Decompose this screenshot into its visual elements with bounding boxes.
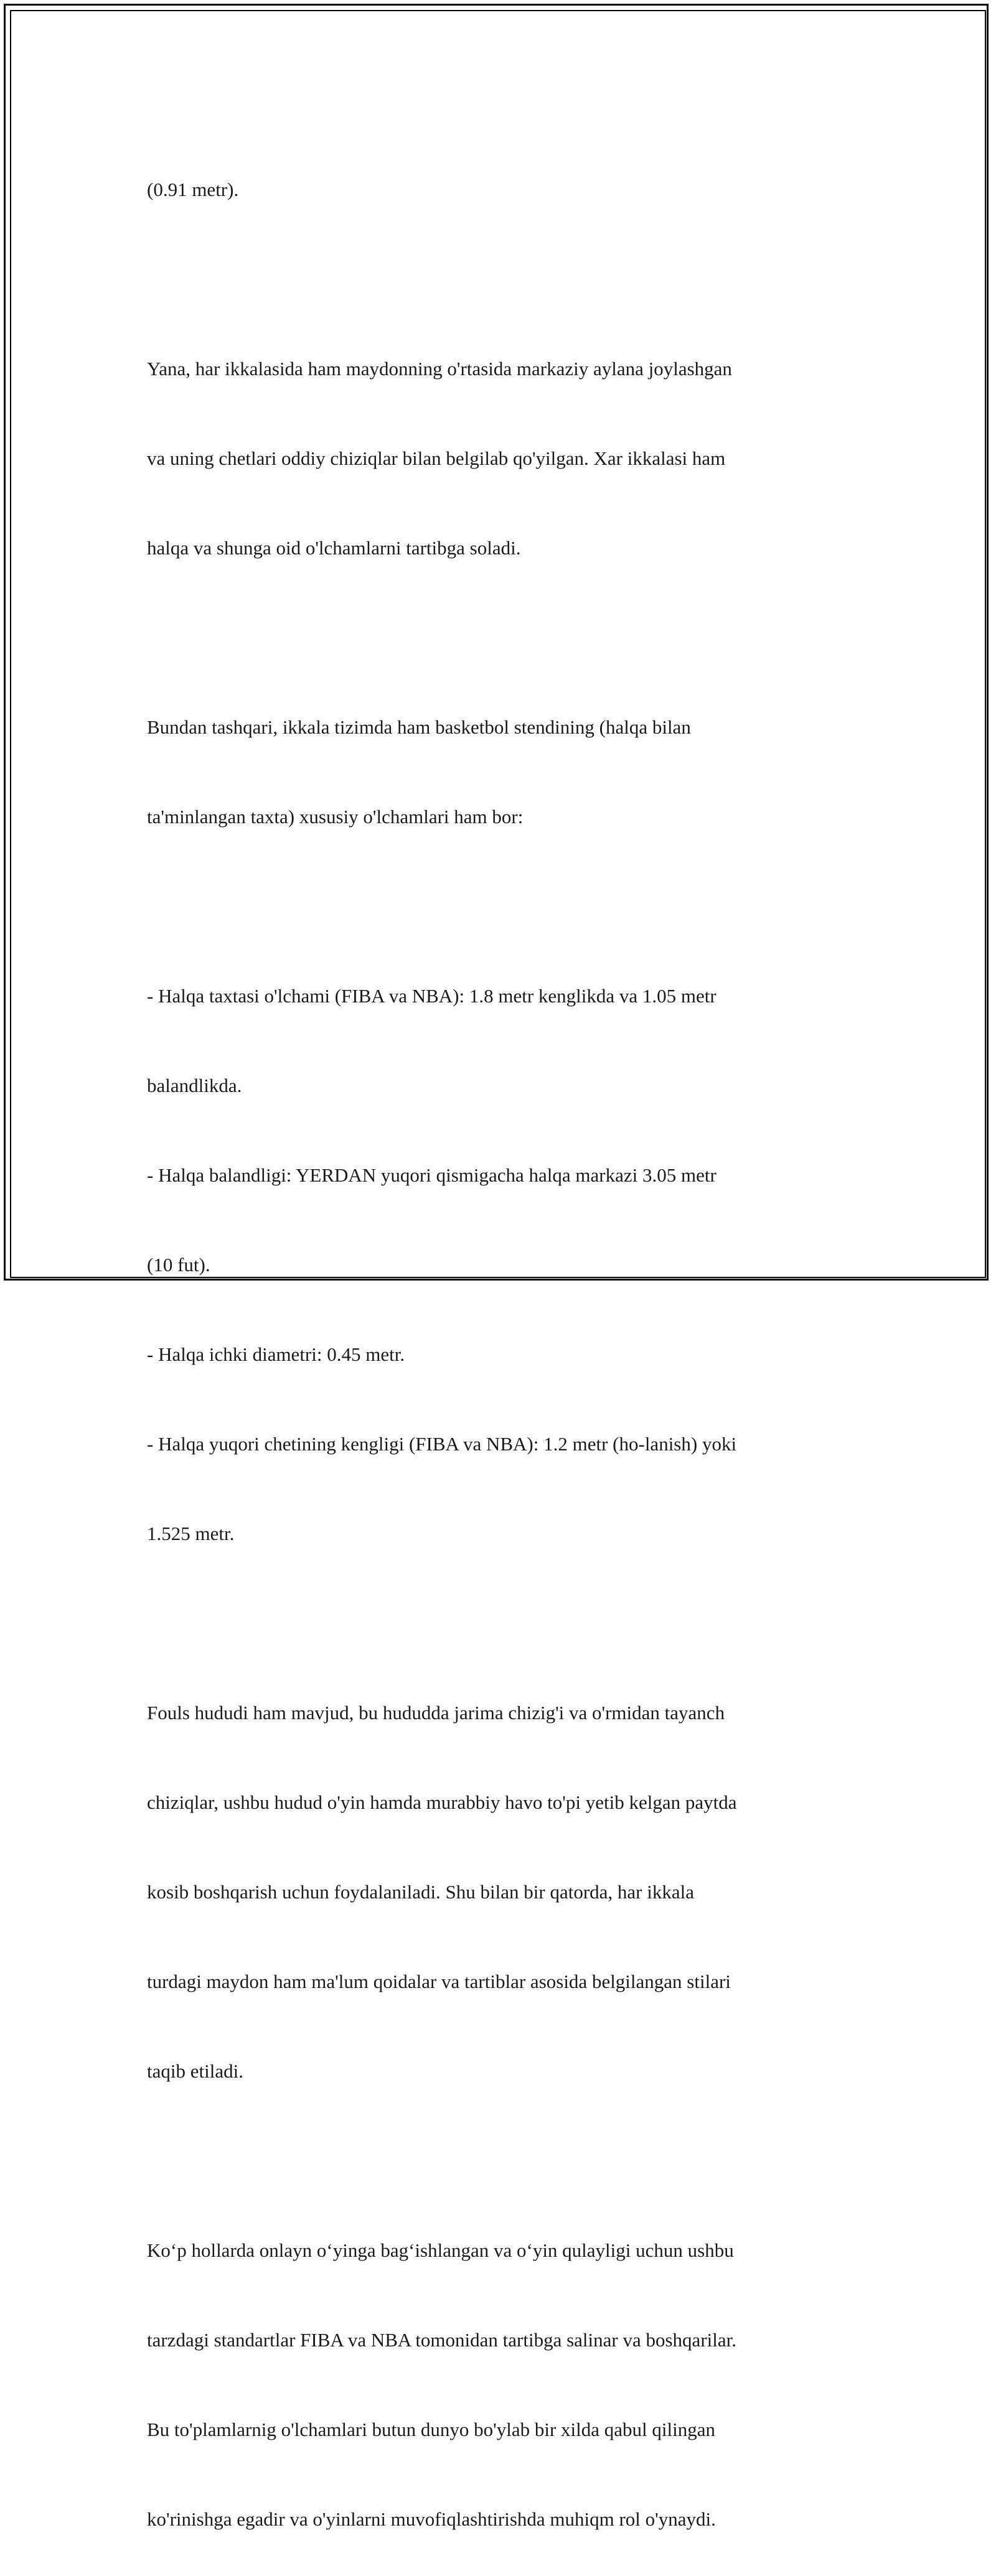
- paragraph-standards: [147, 2176, 857, 2576]
- text-line: Bundan tashqari, ikkala tizimda ham basketbol stendining (halqa bilan: [147, 716, 691, 738]
- text-line: ko'rinishga egadir va o'yinlarni muvofiqlashtirishda muhiqm rol o'ynaydi.: [147, 2508, 716, 2530]
- list-line: - Halqa yuqori chetining kengligi (FIBA va NBA): 1.2 metr (ho-lanish) yoki: [147, 1433, 737, 1455]
- document-body: [147, 115, 857, 2576]
- text-line: Yana, har ikkalasida ham maydonning o'rtasida markaziy aylana joylashgan: [147, 358, 732, 380]
- list-line: balandlikda.: [147, 1075, 242, 1096]
- list-line: (10 fut).: [147, 1254, 210, 1276]
- text-line: halqa va shunga oid o'lchamlarni tartibga soladi.: [147, 537, 521, 559]
- list-line: - Halqa taxtasi o'lchami (FIBA va NBA): 1.8 metr kenglikda va 1.05 metr: [147, 985, 716, 1007]
- text-line: Bu to'plamlarnig o'lchamlari butun dunyo bo'ylab bir xilda qabul qilingan: [147, 2419, 716, 2440]
- list-line: - Halqa ichki diametri: 0.45 metr.: [147, 1343, 405, 1365]
- paragraph-fouls-area: [147, 1638, 857, 2146]
- paragraph-measurements-list: [147, 922, 857, 1608]
- text-line: chiziqlar, ushbu hudud o'yin hamda murabbiy havo to'pi yetib kelgan paytda: [147, 1791, 737, 1813]
- paragraph-continuation: [147, 115, 857, 264]
- text-line: ta'minlangan taxta) xususiy o'lchamlari ham bor:: [147, 806, 524, 828]
- text-line: tarzdagi standartlar FIBA va NBA tomonidan tartibga salinar va boshqarilar.: [147, 2329, 736, 2351]
- list-line: 1.525 metr.: [147, 1523, 235, 1544]
- paragraph-center-circle: [147, 294, 857, 623]
- text-line: turdagi maydon ham ma'lum qoidalar va tartiblar asosida belgilangan stilari: [147, 1971, 731, 1992]
- text-line: (0.91 metr).: [147, 179, 239, 200]
- paragraph-backboard-intro: [147, 653, 857, 892]
- list-line: - Halqa balandligi: YERDAN yuqori qismigacha halqa markazi 3.05 metr: [147, 1164, 716, 1186]
- text-line: Koʻp hollarda onlayn oʻyinga bagʻishlangan va oʻyin qulayligi uchun ushbu: [147, 2239, 734, 2261]
- text-line: Fouls hududi ham mavjud, bu hududda jarima chizig'i va o'rmidan tayanch: [147, 1702, 725, 1724]
- text-line: kosib boshqarish uchun foydalaniladi. Shu bilan bir qatorda, har ikkala: [147, 1881, 695, 1903]
- text-line: va uning chetlari oddiy chiziqlar bilan belgilab qo'yilgan. Xar ikkalasi ham: [147, 447, 726, 469]
- text-line: taqib etiladi.: [147, 2060, 243, 2082]
